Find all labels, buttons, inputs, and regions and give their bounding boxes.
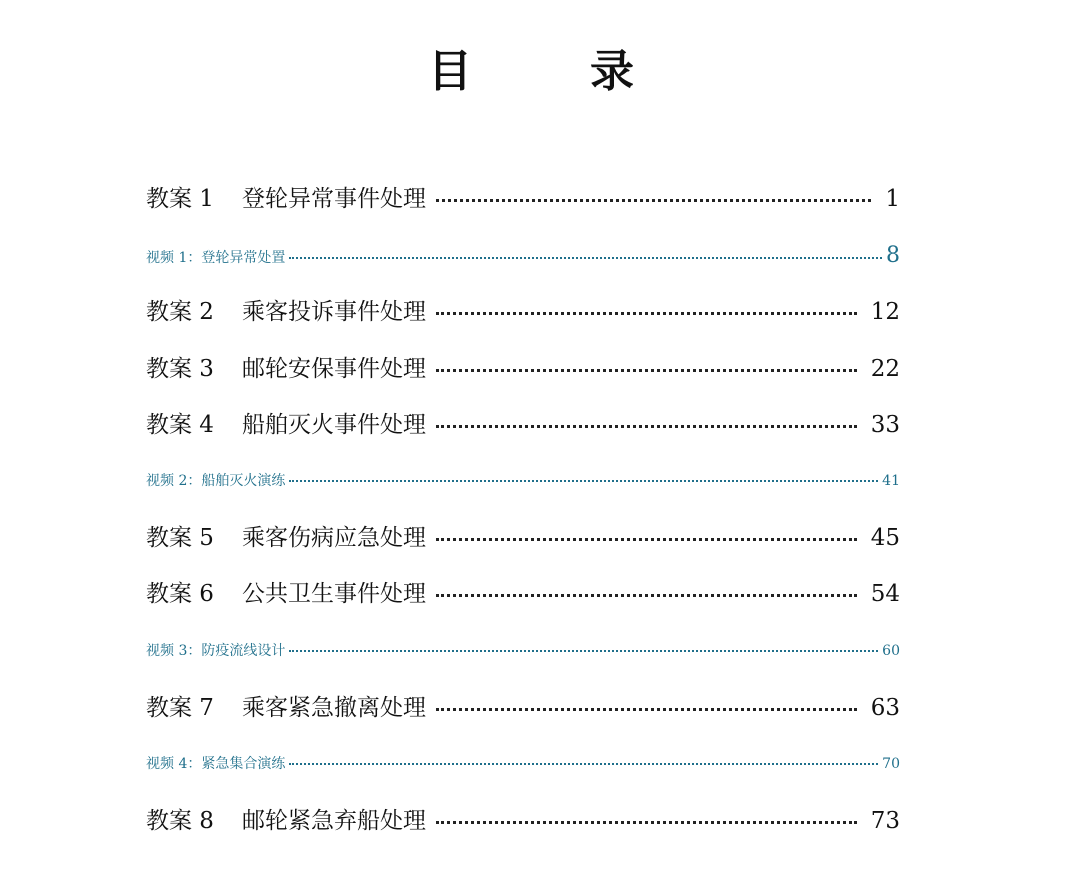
entry-title: 登轮异常处置 <box>201 250 286 266</box>
toc-entry-lesson-1[interactable] <box>146 183 900 215</box>
entry-prefix: 教案 1 <box>146 186 214 212</box>
toc-entry-lesson-2[interactable] <box>146 296 900 328</box>
entry-prefix: 教案 3 <box>146 356 214 382</box>
entry-page-number: 12 <box>870 299 900 325</box>
entry-prefix: 教案 6 <box>146 581 214 607</box>
entry-prefix: 教案 2 <box>146 299 214 325</box>
entry-page-number: 41 <box>882 473 900 489</box>
toc-entry-video-2[interactable] <box>146 470 900 492</box>
entry-title: 公共卫生事件处理 <box>242 581 426 607</box>
entry-page-number: 60 <box>882 643 900 659</box>
toc-title <box>0 42 1080 102</box>
dot-leader <box>436 199 871 202</box>
entry-title: 登轮异常事件处理 <box>242 186 426 212</box>
dot-leader <box>289 480 878 482</box>
entry-page-number: 33 <box>870 412 900 438</box>
entry-prefix: 教案 4 <box>146 412 214 438</box>
dot-leader <box>289 763 878 765</box>
dot-leader <box>436 708 857 711</box>
toc-entry-lesson-5[interactable] <box>146 522 900 554</box>
title-char-2: 录 <box>590 46 634 97</box>
toc-entry-video-4[interactable] <box>146 753 900 775</box>
entry-title: 乘客紧急撤离处理 <box>242 695 426 721</box>
entry-prefix: 视频 4： <box>146 756 202 772</box>
entry-title: 防疫流线设计 <box>201 643 286 659</box>
toc-entry-lesson-8[interactable] <box>146 805 900 837</box>
entry-title: 乘客伤病应急处理 <box>242 525 426 551</box>
toc-entry-lesson-3[interactable] <box>146 353 900 385</box>
entry-page-number: 8 <box>886 243 900 268</box>
entry-title: 邮轮紧急弃船处理 <box>242 808 426 834</box>
entry-title: 乘客投诉事件处理 <box>242 299 426 325</box>
entry-prefix: 视频 2： <box>146 473 202 489</box>
entry-page-number: 45 <box>870 525 900 551</box>
entry-page-number: 22 <box>870 356 900 382</box>
dot-leader <box>289 650 878 652</box>
entry-title: 船舶灭火事件处理 <box>242 412 426 438</box>
entry-page-number: 63 <box>870 695 900 721</box>
entry-prefix: 视频 1： <box>146 250 202 266</box>
toc-entry-lesson-4[interactable] <box>146 409 900 441</box>
dot-leader <box>289 257 882 259</box>
entry-title: 紧急集合演练 <box>201 756 286 772</box>
dot-leader <box>436 369 857 372</box>
entry-title: 邮轮安保事件处理 <box>242 356 426 382</box>
dot-leader <box>436 312 857 315</box>
dot-leader <box>436 538 857 541</box>
entry-prefix: 教案 8 <box>146 808 214 834</box>
toc-entry-video-3[interactable] <box>146 640 900 662</box>
toc-entry-lesson-6[interactable] <box>146 578 900 610</box>
toc-entry-video-1[interactable] <box>146 245 900 267</box>
dot-leader <box>436 594 857 597</box>
dot-leader <box>436 425 857 428</box>
entry-prefix: 教案 5 <box>146 525 214 551</box>
toc-entry-lesson-7[interactable] <box>146 692 900 724</box>
dot-leader <box>436 821 857 824</box>
entry-title: 船舶灭火演练 <box>201 473 286 489</box>
entry-prefix: 视频 3： <box>146 643 202 659</box>
title-char-1: 目 <box>428 46 472 97</box>
entry-page-number: 54 <box>870 581 900 607</box>
entry-page-number: 70 <box>882 756 900 772</box>
entry-page-number: 1 <box>885 186 900 212</box>
entry-page-number: 73 <box>870 808 900 834</box>
entry-prefix: 教案 7 <box>146 695 214 721</box>
